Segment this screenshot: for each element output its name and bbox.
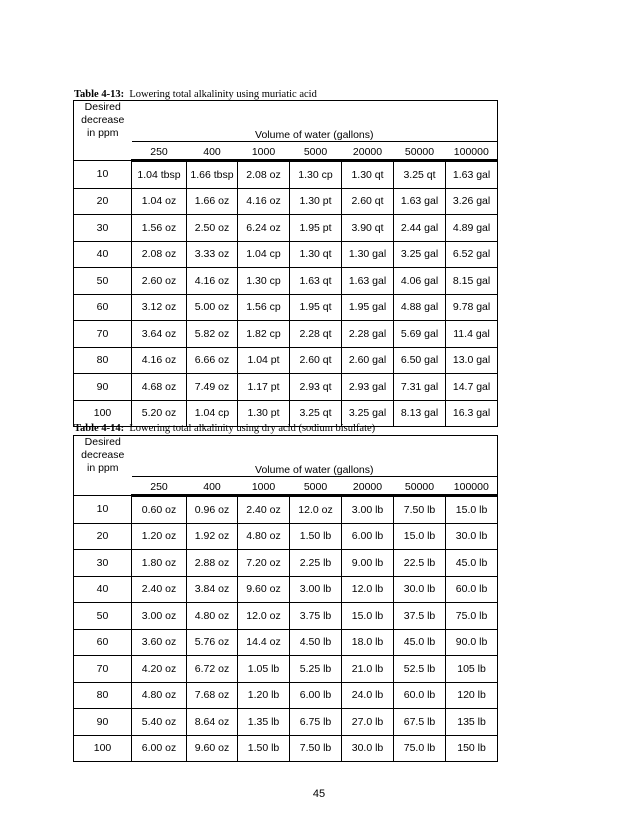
- dose-cell: 7.50 lb: [394, 496, 446, 524]
- ppm-cell: 90: [74, 374, 132, 401]
- dose-cell: 2.60 gal: [342, 347, 394, 374]
- dose-cell: 1.04 cp: [187, 400, 238, 427]
- dose-cell: 14.4 oz: [238, 629, 290, 656]
- dose-cell: 3.75 lb: [290, 603, 342, 630]
- dose-cell: 60.0 lb: [446, 576, 498, 603]
- dose-cell: 1.30 qt: [290, 241, 342, 268]
- ppm-cell: 10: [74, 496, 132, 524]
- dose-cell: 4.80 oz: [187, 603, 238, 630]
- dose-cell: 27.0 lb: [342, 709, 394, 736]
- ppm-cell: 100: [74, 400, 132, 427]
- dose-cell: 4.88 gal: [394, 294, 446, 321]
- dose-cell: 6.50 gal: [394, 347, 446, 374]
- dose-cell: 1.50 lb: [238, 735, 290, 762]
- dose-cell: 24.0 lb: [342, 682, 394, 709]
- ppm-cell: 50: [74, 268, 132, 295]
- ppm-cell: 50: [74, 603, 132, 630]
- dose-cell: 9.60 oz: [238, 576, 290, 603]
- dose-cell: 30.0 lb: [446, 523, 498, 550]
- table-row: [74, 603, 498, 630]
- dose-cell: 52.5 lb: [394, 656, 446, 683]
- ppm-cell: 100: [74, 735, 132, 762]
- dose-cell: 6.00 oz: [132, 735, 187, 762]
- dose-cell: 4.16 oz: [132, 347, 187, 374]
- dose-cell: 6.72 oz: [187, 656, 238, 683]
- dose-cell: 1.50 lb: [290, 523, 342, 550]
- dose-cell: 2.50 oz: [187, 215, 238, 242]
- ppm-cell: 20: [74, 188, 132, 215]
- dose-cell: 1.17 pt: [238, 374, 290, 401]
- dose-cell: 1.05 lb: [238, 656, 290, 683]
- dose-cell: 3.60 oz: [132, 629, 187, 656]
- dose-cell: 30.0 lb: [342, 735, 394, 762]
- dose-cell: 3.90 qt: [342, 215, 394, 242]
- dose-cell: 1.20 lb: [238, 682, 290, 709]
- dose-cell: 3.12 oz: [132, 294, 187, 321]
- dose-cell: 4.89 gal: [446, 215, 498, 242]
- dose-cell: 4.80 oz: [238, 523, 290, 550]
- dose-cell: 9.00 lb: [342, 550, 394, 577]
- dose-cell: 6.52 gal: [446, 241, 498, 268]
- table-row: [74, 656, 498, 683]
- dose-cell: 1.92 oz: [187, 523, 238, 550]
- dose-cell: 4.16 oz: [187, 268, 238, 295]
- dose-cell: 7.68 oz: [187, 682, 238, 709]
- dose-cell: 150 lb: [446, 735, 498, 762]
- dose-cell: 0.60 oz: [132, 496, 187, 524]
- dose-cell: 4.20 oz: [132, 656, 187, 683]
- dose-cell: 15.0 lb: [394, 523, 446, 550]
- ppm-cell: 20: [74, 523, 132, 550]
- dose-cell: 1.20 oz: [132, 523, 187, 550]
- column-header: 400: [187, 477, 238, 496]
- ppm-cell: 90: [74, 709, 132, 736]
- ppm-cell: 70: [74, 656, 132, 683]
- dose-cell: 12.0 lb: [342, 576, 394, 603]
- dose-cell: 1.30 gal: [342, 241, 394, 268]
- dose-cell: 5.00 oz: [187, 294, 238, 321]
- dose-cell: 3.33 oz: [187, 241, 238, 268]
- row-header-text: Desired decrease in ppm: [81, 101, 125, 139]
- dose-cell: 1.63 qt: [290, 268, 342, 295]
- dose-cell: 1.63 gal: [446, 161, 498, 189]
- ppm-cell: 80: [74, 347, 132, 374]
- column-header: 100000: [446, 477, 498, 496]
- dose-cell: 1.82 cp: [238, 321, 290, 348]
- dose-cell: 120 lb: [446, 682, 498, 709]
- dose-cell: 12.0 oz: [238, 603, 290, 630]
- dose-cell: 2.88 oz: [187, 550, 238, 577]
- dose-cell: 30.0 lb: [394, 576, 446, 603]
- row-header-desired-decrease: [74, 101, 132, 161]
- dose-cell: 9.60 oz: [187, 735, 238, 762]
- row-header-text: Desired decrease in ppm: [81, 436, 125, 474]
- dose-cell: 12.0 oz: [290, 496, 342, 524]
- page-number: 45: [312, 788, 326, 800]
- row-header-desired-decrease: [74, 436, 132, 496]
- column-header: 100000: [446, 142, 498, 161]
- dose-cell: 1.30 cp: [238, 268, 290, 295]
- dose-cell: 3.25 qt: [394, 161, 446, 189]
- table-row: [74, 374, 498, 401]
- table-row: [74, 709, 498, 736]
- column-header: 400: [187, 142, 238, 161]
- dose-cell: 6.24 oz: [238, 215, 290, 242]
- dose-cell: 7.50 lb: [290, 735, 342, 762]
- dose-cell: 2.60 qt: [342, 188, 394, 215]
- dose-cell: 1.30 pt: [238, 400, 290, 427]
- dose-cell: 1.66 tbsp: [187, 161, 238, 189]
- dose-cell: 1.66 oz: [187, 188, 238, 215]
- ppm-cell: 70: [74, 321, 132, 348]
- dose-cell: 1.80 oz: [132, 550, 187, 577]
- dose-cell: 4.68 oz: [132, 374, 187, 401]
- alkalinity-table-muriatic: [73, 100, 498, 427]
- dose-cell: 3.25 qt: [290, 400, 342, 427]
- dose-cell: 3.25 gal: [342, 400, 394, 427]
- column-header: 1000: [238, 477, 290, 496]
- table-row: [74, 523, 498, 550]
- dose-cell: 2.08 oz: [132, 241, 187, 268]
- table-row: [74, 682, 498, 709]
- table-row: [74, 241, 498, 268]
- dose-cell: 5.25 lb: [290, 656, 342, 683]
- dose-cell: 2.93 gal: [342, 374, 394, 401]
- dose-cell: 3.25 gal: [394, 241, 446, 268]
- dose-cell: 18.0 lb: [342, 629, 394, 656]
- dose-cell: 2.60 qt: [290, 347, 342, 374]
- dose-cell: 13.0 gal: [446, 347, 498, 374]
- dose-cell: 2.28 qt: [290, 321, 342, 348]
- dose-cell: 9.78 gal: [446, 294, 498, 321]
- table-row: [74, 268, 498, 295]
- alkalinity-table-dry-acid: [73, 435, 498, 762]
- dose-cell: 4.16 oz: [238, 188, 290, 215]
- table-row: [74, 629, 498, 656]
- dose-cell: 8.13 gal: [394, 400, 446, 427]
- dose-cell: 1.04 cp: [238, 241, 290, 268]
- dose-cell: 6.75 lb: [290, 709, 342, 736]
- ppm-cell: 30: [74, 550, 132, 577]
- dose-cell: 8.64 oz: [187, 709, 238, 736]
- dose-cell: 8.15 gal: [446, 268, 498, 295]
- dose-cell: 3.00 lb: [342, 496, 394, 524]
- table-row: [74, 215, 498, 242]
- dose-cell: 22.5 lb: [394, 550, 446, 577]
- dose-cell: 2.40 oz: [132, 576, 187, 603]
- dose-cell: 1.35 lb: [238, 709, 290, 736]
- dose-cell: 37.5 lb: [394, 603, 446, 630]
- table-row: [74, 496, 498, 524]
- dose-cell: 1.04 pt: [238, 347, 290, 374]
- dose-cell: 1.95 qt: [290, 294, 342, 321]
- dose-cell: 75.0 lb: [394, 735, 446, 762]
- table-row: [74, 294, 498, 321]
- dose-cell: 7.31 gal: [394, 374, 446, 401]
- dose-cell: 6.00 lb: [342, 523, 394, 550]
- dose-cell: 1.04 oz: [132, 188, 187, 215]
- dose-cell: 1.30 cp: [290, 161, 342, 189]
- table-caption-text: Lowering total alkalinity using dry acid (sodium bisulfate): [129, 423, 376, 434]
- table-row: [74, 347, 498, 374]
- dose-cell: 3.84 oz: [187, 576, 238, 603]
- dose-cell: 3.26 gal: [446, 188, 498, 215]
- ppm-cell: 60: [74, 294, 132, 321]
- dose-cell: 2.08 oz: [238, 161, 290, 189]
- dose-cell: 14.7 gal: [446, 374, 498, 401]
- dose-cell: 1.04 tbsp: [132, 161, 187, 189]
- ppm-cell: 40: [74, 241, 132, 268]
- dose-cell: 60.0 lb: [394, 682, 446, 709]
- dose-cell: 5.82 oz: [187, 321, 238, 348]
- dose-cell: 3.64 oz: [132, 321, 187, 348]
- dose-cell: 3.00 lb: [290, 576, 342, 603]
- table-caption-text: Lowering total alkalinity using muriatic acid: [129, 89, 317, 100]
- dose-cell: 5.40 oz: [132, 709, 187, 736]
- ppm-cell: 40: [74, 576, 132, 603]
- dose-cell: 2.60 oz: [132, 268, 187, 295]
- dose-cell: 90.0 lb: [446, 629, 498, 656]
- column-header: 20000: [342, 477, 394, 496]
- table-caption-label: Table 4-14:: [74, 423, 125, 434]
- table-row: [74, 188, 498, 215]
- dose-cell: 1.95 pt: [290, 215, 342, 242]
- dose-cell: 11.4 gal: [446, 321, 498, 348]
- dose-cell: 4.50 lb: [290, 629, 342, 656]
- dose-cell: 6.00 lb: [290, 682, 342, 709]
- dose-cell: 4.06 gal: [394, 268, 446, 295]
- table-caption-label: Table 4-13:: [74, 89, 125, 100]
- dose-cell: 75.0 lb: [446, 603, 498, 630]
- dose-cell: 15.0 lb: [342, 603, 394, 630]
- dose-cell: 0.96 oz: [187, 496, 238, 524]
- volume-header: Volume of water (gallons): [132, 101, 498, 142]
- column-header: 250: [132, 477, 187, 496]
- dose-cell: 1.63 gal: [342, 268, 394, 295]
- ppm-cell: 10: [74, 161, 132, 189]
- table-row: [74, 576, 498, 603]
- dose-cell: 45.0 lb: [446, 550, 498, 577]
- dose-cell: 135 lb: [446, 709, 498, 736]
- dose-cell: 2.28 gal: [342, 321, 394, 348]
- table-row: [74, 550, 498, 577]
- column-header: 50000: [394, 142, 446, 161]
- table-row: [74, 735, 498, 762]
- ppm-cell: 30: [74, 215, 132, 242]
- dose-cell: 1.95 gal: [342, 294, 394, 321]
- dose-cell: 1.63 gal: [394, 188, 446, 215]
- column-header: 1000: [238, 142, 290, 161]
- dose-cell: 6.66 oz: [187, 347, 238, 374]
- dose-cell: 5.76 oz: [187, 629, 238, 656]
- dose-cell: 67.5 lb: [394, 709, 446, 736]
- dose-cell: 45.0 lb: [394, 629, 446, 656]
- dose-cell: 7.20 oz: [238, 550, 290, 577]
- dose-cell: 2.44 gal: [394, 215, 446, 242]
- dose-cell: 1.30 pt: [290, 188, 342, 215]
- dose-cell: 15.0 lb: [446, 496, 498, 524]
- column-header: 50000: [394, 477, 446, 496]
- dose-cell: 5.20 oz: [132, 400, 187, 427]
- dose-cell: 2.93 qt: [290, 374, 342, 401]
- dose-cell: 1.56 oz: [132, 215, 187, 242]
- dose-cell: 2.40 oz: [238, 496, 290, 524]
- table-row: [74, 161, 498, 189]
- column-header: 5000: [290, 142, 342, 161]
- ppm-cell: 80: [74, 682, 132, 709]
- volume-header: Volume of water (gallons): [132, 436, 498, 477]
- dose-cell: 105 lb: [446, 656, 498, 683]
- ppm-cell: 60: [74, 629, 132, 656]
- table-row: [74, 321, 498, 348]
- dose-cell: 7.49 oz: [187, 374, 238, 401]
- dose-cell: 2.25 lb: [290, 550, 342, 577]
- dose-cell: 4.80 oz: [132, 682, 187, 709]
- dose-cell: 3.00 oz: [132, 603, 187, 630]
- dose-cell: 1.30 qt: [342, 161, 394, 189]
- dose-cell: 5.69 gal: [394, 321, 446, 348]
- column-header: 5000: [290, 477, 342, 496]
- table-caption: [74, 423, 375, 435]
- column-header: 250: [132, 142, 187, 161]
- dose-cell: 1.56 cp: [238, 294, 290, 321]
- dose-cell: 21.0 lb: [342, 656, 394, 683]
- column-header: 20000: [342, 142, 394, 161]
- dose-cell: 16.3 gal: [446, 400, 498, 427]
